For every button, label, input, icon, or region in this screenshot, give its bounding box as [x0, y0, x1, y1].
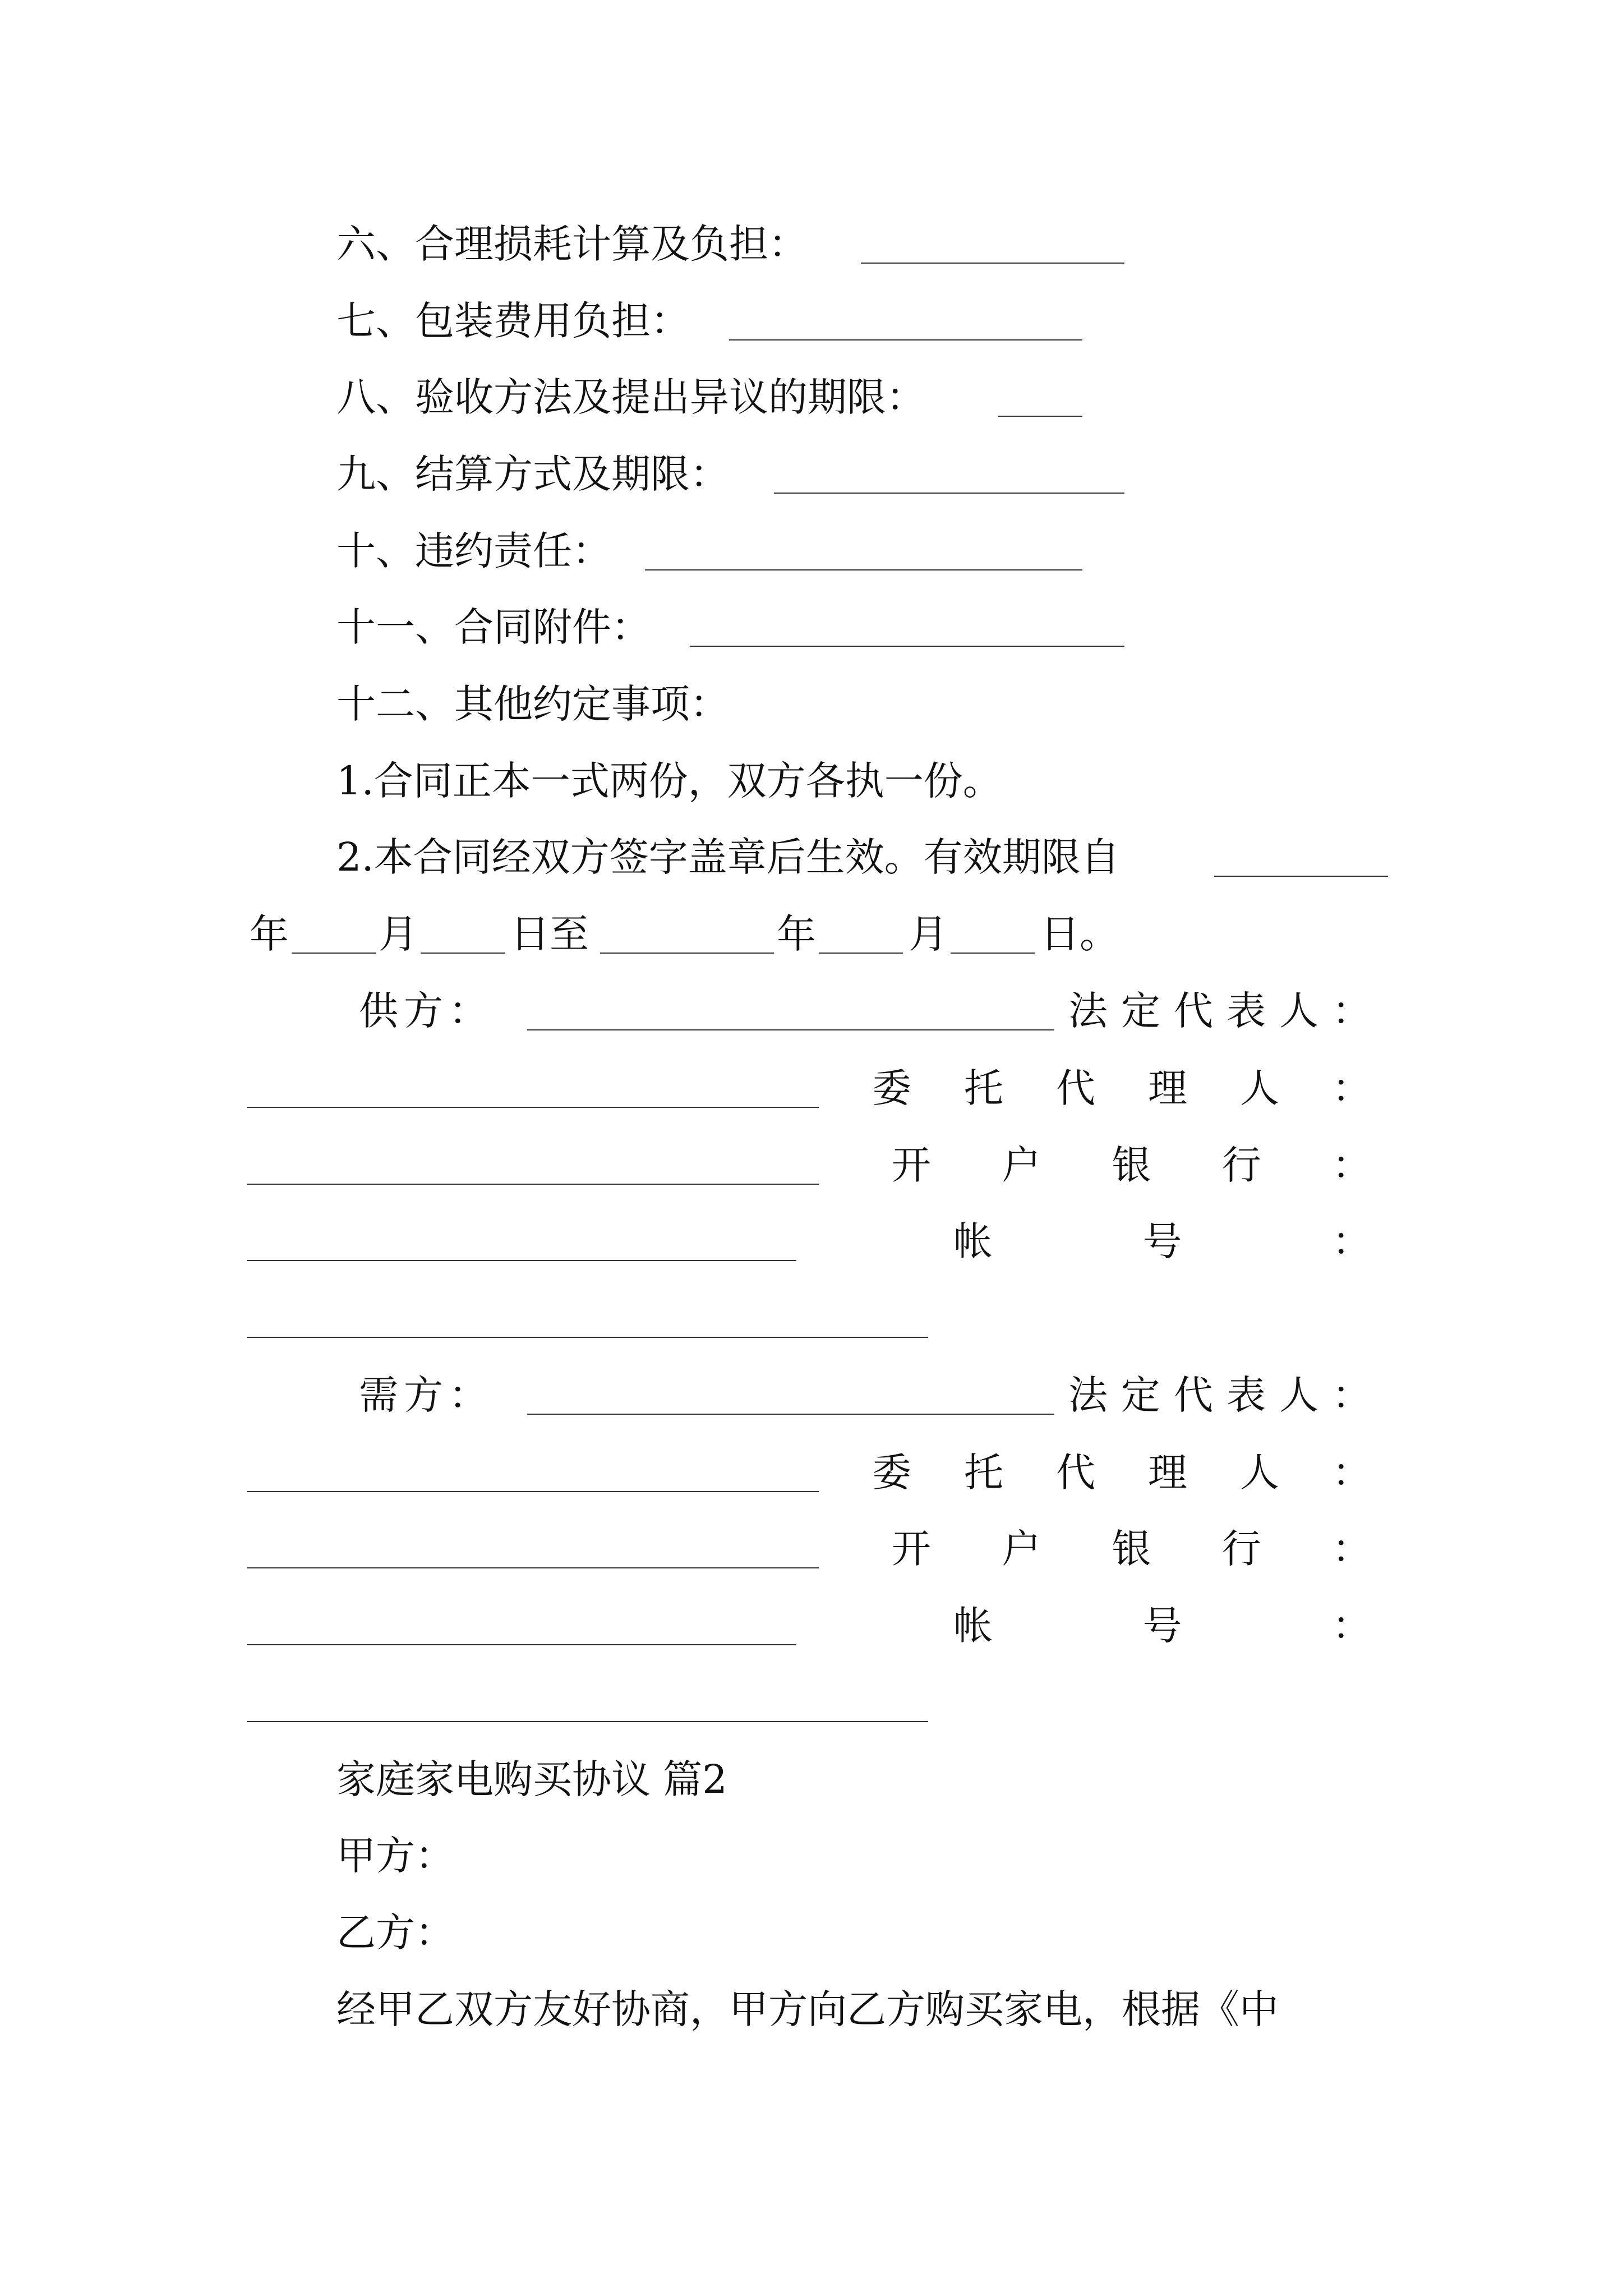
- supplier-agent-blank: [247, 1184, 819, 1185]
- end-month-label: 月: [909, 911, 948, 957]
- buyer-legal-rep-blank: [247, 1491, 819, 1492]
- item-6-label: 六、合理损耗计算及负担：: [336, 221, 808, 267]
- item-10-blank: [645, 569, 1082, 570]
- item-9-blank: [774, 493, 1124, 494]
- buyer-agent-blank: [247, 1567, 819, 1568]
- item-6-blank: [861, 263, 1124, 264]
- item-8-blank: [998, 416, 1082, 417]
- supplier-legal-rep-blank: [247, 1107, 819, 1108]
- buyer-legal-rep-label: 法 定 代 表 人 ：: [1068, 1372, 1371, 1418]
- supplier-bank-label: 开 户 银 行 ：: [892, 1142, 1371, 1188]
- item-7-label: 七、包装费用负担：: [336, 298, 690, 344]
- party-b-label: 乙方：: [336, 1910, 454, 1955]
- supplier-bank-blank: [247, 1260, 796, 1261]
- supplier-account-blank: [247, 1337, 928, 1338]
- supplier-blank: [527, 1029, 1054, 1030]
- start-day-blank: [421, 953, 505, 954]
- buyer-account-label: 帐 号 ：: [953, 1603, 1371, 1649]
- start-month-label: 月: [379, 911, 418, 957]
- buyer-blank: [527, 1414, 1054, 1415]
- item-10-label: 十、违约责任：: [336, 528, 611, 574]
- buyer-account-blank: [247, 1721, 928, 1722]
- supplier-account-label: 帐 号 ：: [953, 1218, 1371, 1264]
- item-11-blank: [690, 646, 1124, 647]
- start-year-label: 年: [250, 911, 289, 957]
- buyer-bank-label: 开 户 银 行 ：: [892, 1526, 1371, 1572]
- end-month-blank: [819, 953, 903, 954]
- end-day-blank: [951, 953, 1035, 954]
- item-12-label: 十二、其他约定事项：: [336, 681, 729, 727]
- intro-text: 经甲乙双方友好协商，甲方向乙方购买家电，根据《中: [336, 1986, 1279, 2032]
- party-a-label: 甲方：: [336, 1833, 454, 1879]
- item-11-label: 十一、合同附件：: [336, 604, 651, 650]
- end-year-blank: [600, 953, 774, 954]
- end-day-label: 日。: [1040, 911, 1119, 957]
- buyer-bank-blank: [247, 1644, 796, 1645]
- supplier-legal-rep-label: 法 定 代 表 人 ：: [1068, 988, 1371, 1034]
- term-1-text: 1.合同正本一式两份，双方各执一份。: [336, 758, 1002, 804]
- item-9-label: 九、结算方式及期限：: [336, 451, 729, 497]
- end-year-label: 年: [777, 911, 816, 957]
- item-8-label: 八、验收方法及提出异议的期限：: [336, 374, 925, 420]
- start-day-to-label: 日至: [510, 911, 589, 957]
- supplier-label: 供 方 ：: [359, 988, 488, 1034]
- supplier-agent-label: 委 托 代 理 人 ：: [872, 1065, 1371, 1111]
- term-2-start-year-blank: [1214, 876, 1388, 877]
- start-month-blank: [292, 953, 376, 954]
- buyer-label: 需 方 ：: [359, 1372, 488, 1418]
- term-2-text: 2.本合同经双方签字盖章后生效。有效期限自: [336, 834, 1120, 880]
- buyer-agent-label: 委 托 代 理 人 ：: [872, 1450, 1371, 1496]
- article-2-title: 家庭家电购买协议 篇2: [336, 1756, 727, 1802]
- item-7-blank: [729, 339, 1082, 341]
